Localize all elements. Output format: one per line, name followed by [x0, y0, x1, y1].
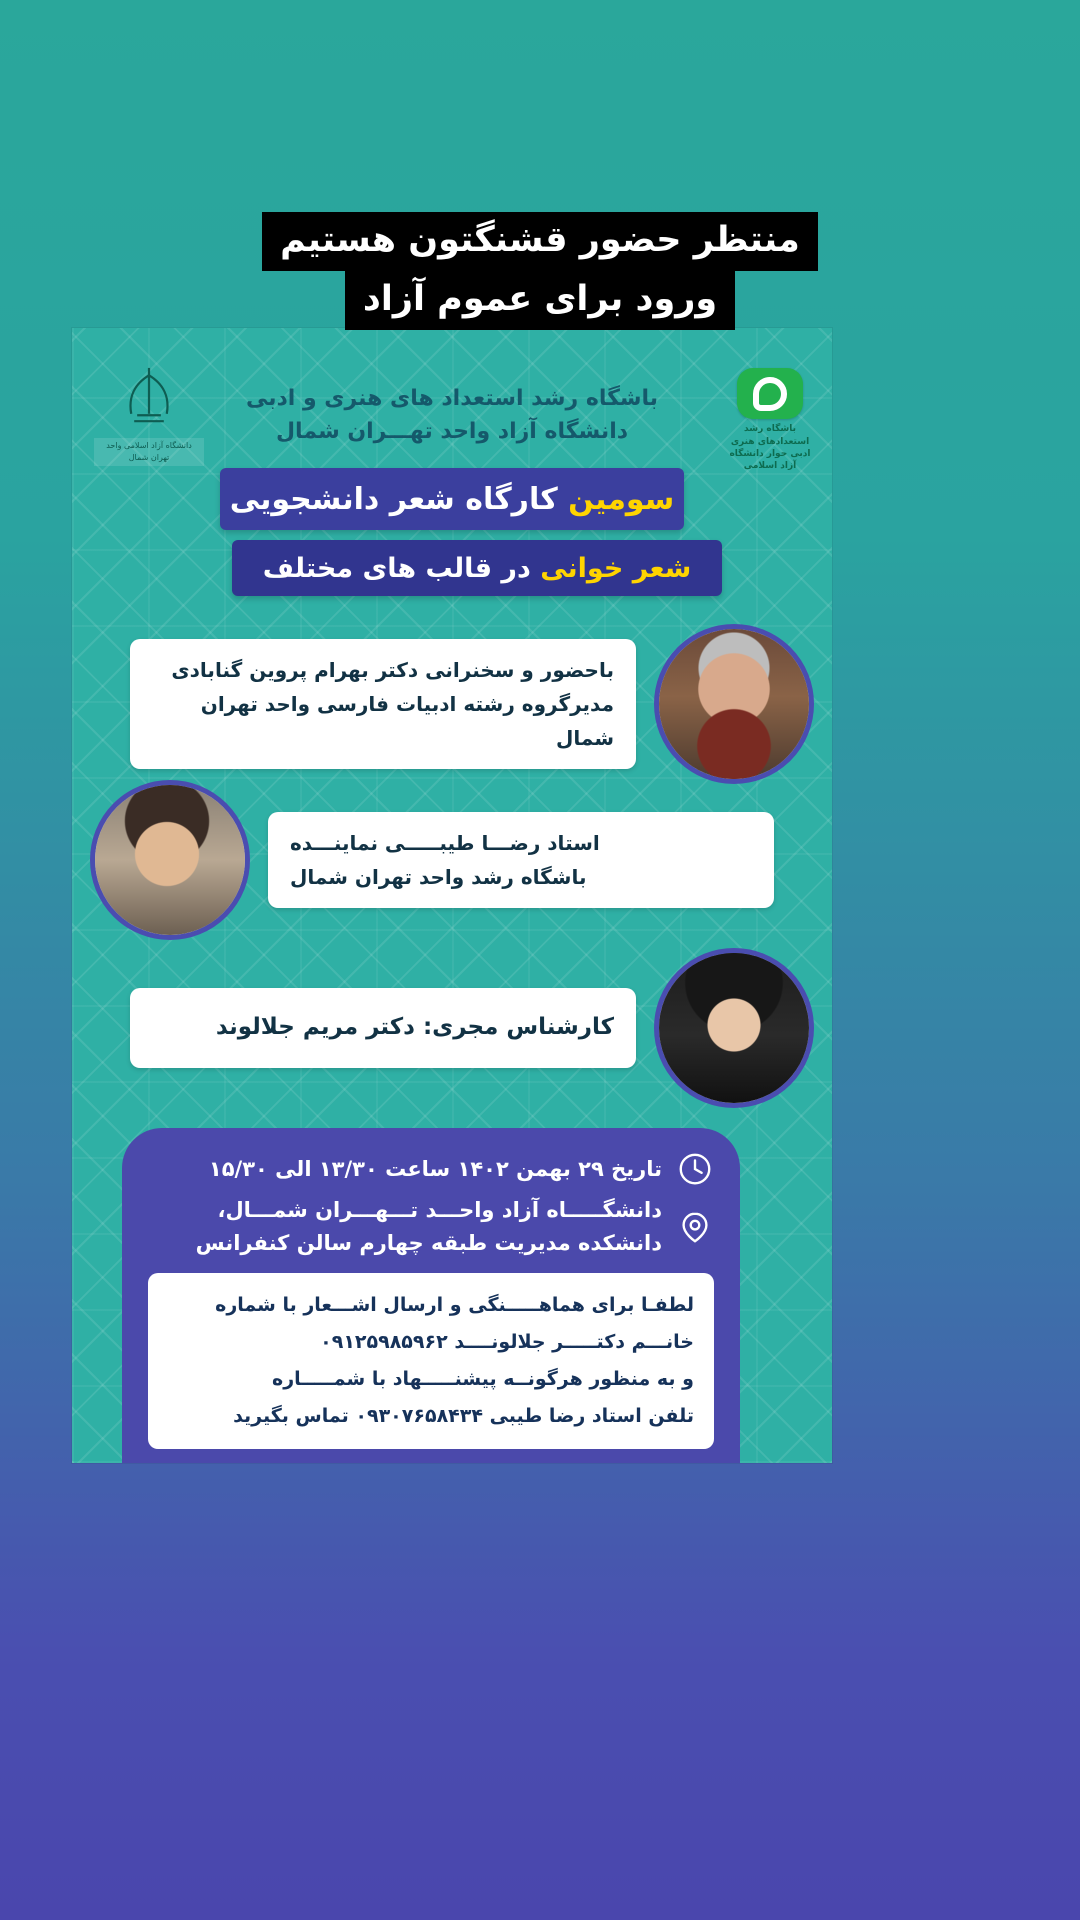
contact-box — [148, 1273, 714, 1449]
event-poster — [72, 328, 832, 1463]
speaker-2-line-2: باشگاه رشد واحد تهران شمال — [290, 865, 587, 889]
event-location-line-1: دانشگـــــاه آزاد واحـــد تـــهـــران شمـــال، — [217, 1198, 662, 1222]
title-highlight-2: شعر خوانی — [540, 552, 692, 584]
header-line-2: دانشگاه آزاد واحد تهـــران شمال — [275, 419, 629, 444]
caption-line-2: ورود برای عموم آزاد — [345, 271, 735, 330]
location-pin-icon — [676, 1208, 714, 1246]
contact-line-4: تلفن استاد رضا طیبی ۰۹۳۰۷۶۵۸۴۳۴ تماس بگیرید — [233, 1405, 694, 1428]
event-info-panel — [122, 1128, 740, 1463]
club-logo — [722, 368, 818, 472]
avatar-maryam-jalalvand — [654, 948, 814, 1108]
speaker-2-line-1: استاد رضـــا طیبـــــی نماینـــده — [290, 831, 600, 855]
university-emblem-icon — [112, 362, 186, 436]
avatar-bahram-parvin-gonabadi — [654, 624, 814, 784]
avatar-reza-tayebi — [90, 780, 250, 940]
speaker-row-3 — [130, 948, 814, 1108]
event-location-line-2: دانشکده مدیریت طبقه چهارم سالن کنفرانس — [195, 1230, 662, 1255]
title-bar-primary — [220, 468, 684, 530]
event-location — [196, 1194, 662, 1259]
contact-line-3: و به منظور هرگونــه پیشنـــــهاد با شمـــــاره — [272, 1368, 694, 1391]
contact-line-2: خانـــم دکتـــــر جلالونــــد ۰۹۱۲۵۹۸۵۹۶۲ — [320, 1331, 694, 1354]
speaker-3-line-1: کارشناس مجری: دکتر مریم جلالوند — [215, 1014, 614, 1041]
speaker-3-text — [130, 988, 636, 1067]
speaker-row-1 — [130, 624, 814, 784]
university-logo — [94, 362, 204, 482]
speaker-1-line-2: مدیرگروه رشته ادبیات فارسی واحد تهران شمال — [200, 692, 614, 750]
header-line-1: باشگاه رشد استعداد های هنری و ادبی — [245, 386, 659, 411]
title-rest-2: در قالب های مختلف — [262, 552, 531, 584]
clock-icon — [676, 1150, 714, 1188]
datetime-row — [148, 1150, 714, 1188]
event-datetime: تاریخ ۲۹ بهمن ۱۴۰۲ ساعت ۱۳/۳۰ الی ۱۵/۳۰ — [208, 1156, 662, 1181]
club-logo-badge-icon — [737, 368, 803, 419]
location-row — [148, 1194, 714, 1259]
title-bar-secondary — [232, 540, 722, 596]
university-logo-caption: دانشگاه آزاد اسلامی واحد تهران شمال — [94, 438, 204, 466]
contact-line-1: لطفـا برای هماهـــــنگی و ارسال اشـــعار با شماره — [215, 1294, 694, 1317]
speaker-1-text — [130, 639, 636, 769]
speaker-1-line-1: باحضور و سخنرانی دکتر بهرام پروین گنابادی — [171, 658, 614, 682]
caption-line-1: منتظر حضور قشنگتون هستیم — [262, 212, 818, 271]
poster-header-text — [222, 382, 682, 448]
poster-header — [72, 354, 832, 474]
speaker-2-text — [268, 812, 774, 908]
title-rest-1: کارگاه شعر دانشجویی — [229, 481, 558, 517]
club-logo-caption: باشگاه رشد استعدادهای هنری ادبی حوار دانشگاه آزاد اسلامی — [729, 424, 811, 471]
overlay-caption — [0, 212, 1080, 330]
speaker-row-2 — [90, 780, 774, 940]
title-highlight-1: سومین — [568, 481, 675, 517]
